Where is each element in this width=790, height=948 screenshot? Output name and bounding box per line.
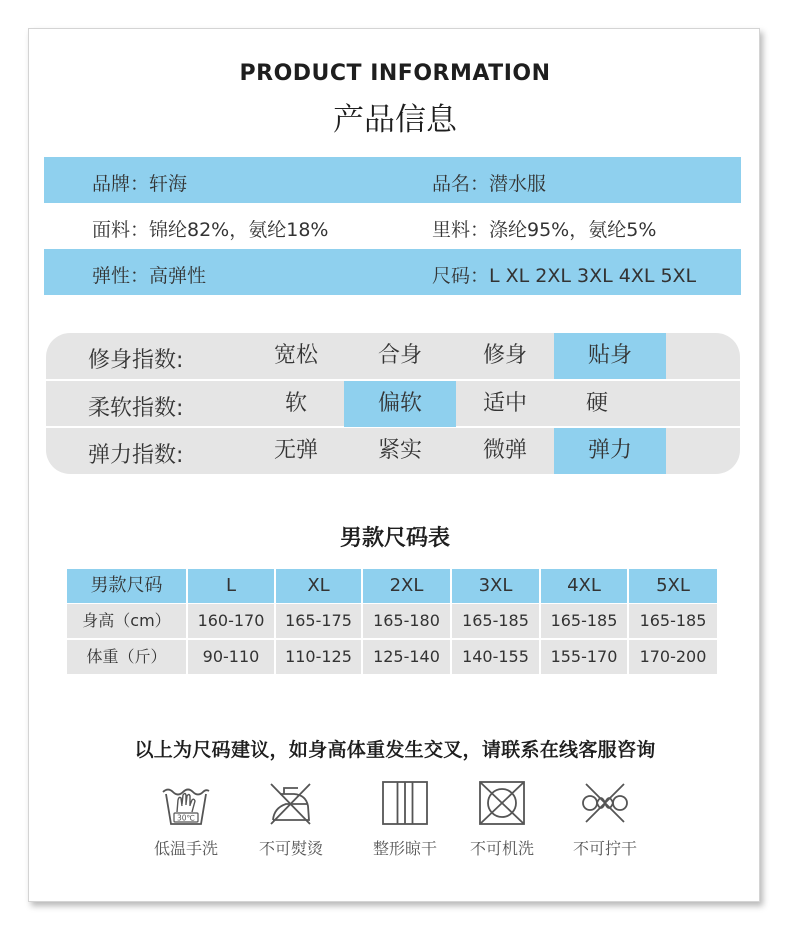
table-cell: 140-155 [462,647,529,666]
elastic-index-label: 弹力指数: [88,443,184,468]
sizes-text: 尺码：L XL 2XL 3XL 4XL 5XL [432,265,697,287]
care-item [360,778,450,858]
size-header-row [67,569,717,603]
elasticity-text: 弹性：高弹性 [92,265,207,287]
table-row [67,640,717,674]
column-divider [186,569,188,675]
table-cell: 165-180 [373,611,440,630]
size-chart-title: 男款尺码表 [339,526,450,551]
fit-option: 宽松 [273,343,318,368]
elastic-option: 微弹 [482,438,527,463]
column-divider [539,569,541,675]
header-cell: 5XL [656,575,690,596]
no-wring-icon [580,778,630,828]
no-iron-icon [266,778,316,828]
table-cell: 170-200 [639,647,707,666]
fit-index-label: 修身指数: [88,348,184,373]
softness-option: 硬 [585,391,608,416]
column-divider [450,569,452,675]
table-row [67,604,717,638]
softness-option: 软 [284,391,307,416]
table-cell: 110-125 [285,647,352,666]
softness-index-label: 柔软指数: [88,396,184,421]
dry-flat-icon [380,778,430,828]
brand-text: 品牌：轩海 [92,173,188,195]
table-cell: 90-110 [202,647,260,666]
fit-option-selected: 贴身 [554,333,666,379]
care-label: 不可机洗 [469,839,534,858]
fit-index-row [46,333,740,379]
header-cell: XL [307,575,330,596]
elastic-option: 紧实 [377,438,422,463]
header-cell: 男款尺码 [90,575,163,596]
softness-option-selected: 偏软 [344,381,456,427]
no-machine-wash-icon [477,778,527,828]
size-chart-table [67,569,717,675]
title-english: PRODUCT INFORMATION [239,61,551,86]
table-cell: 155-170 [550,647,618,666]
fit-option: 修身 [482,343,527,368]
header-cell: 2XL [389,575,424,596]
header-cell: L [225,575,237,596]
title-chinese: 产品信息 [333,102,457,138]
elastic-option-selected: 弹力 [554,428,666,474]
column-divider [361,569,363,675]
softness-option: 适中 [482,391,527,416]
fit-option: 合身 [377,343,422,368]
temp-label: 30℃ [177,813,195,823]
column-divider [627,569,629,675]
table-cell: 165-185 [550,611,618,630]
care-label: 不可拧干 [572,839,637,858]
size-advice-note: 以上为尺码建议，如身高体重发生交叉，请联系在线客服咨询 [134,739,656,761]
height-label: 身高（cm） [82,611,171,630]
table-cell: 165-185 [639,611,707,630]
header-cell: 4XL [567,575,601,596]
elastic-index-row [46,428,740,474]
index-panel [46,333,740,474]
table-cell: 165-175 [285,611,352,630]
care-item [141,778,231,858]
info-row-fabric [44,203,741,249]
info-row-elasticity [44,249,741,295]
care-label: 整形晾干 [372,839,437,858]
care-item [457,778,547,858]
column-divider [274,569,276,675]
header-cell: 3XL [478,575,513,596]
table-cell: 165-185 [462,611,529,630]
table-cell: 125-140 [373,647,440,666]
weight-label: 体重（斤） [86,647,167,666]
table-cell: 160-170 [197,611,265,630]
softness-index-row [46,381,740,427]
care-label: 低温手洗 [153,839,218,858]
info-row-brand [44,157,741,203]
lining-text: 里料：涤纶95%，氨纶5% [432,219,657,241]
care-item [560,778,650,858]
fabric-text: 面料：锦纶82%，氨纶18% [92,219,329,241]
product-name-text: 品名：潜水服 [432,173,547,195]
hand-wash-icon [161,778,211,828]
care-label: 不可熨烫 [258,839,323,858]
elastic-option: 无弹 [273,438,318,463]
care-item [246,778,336,858]
